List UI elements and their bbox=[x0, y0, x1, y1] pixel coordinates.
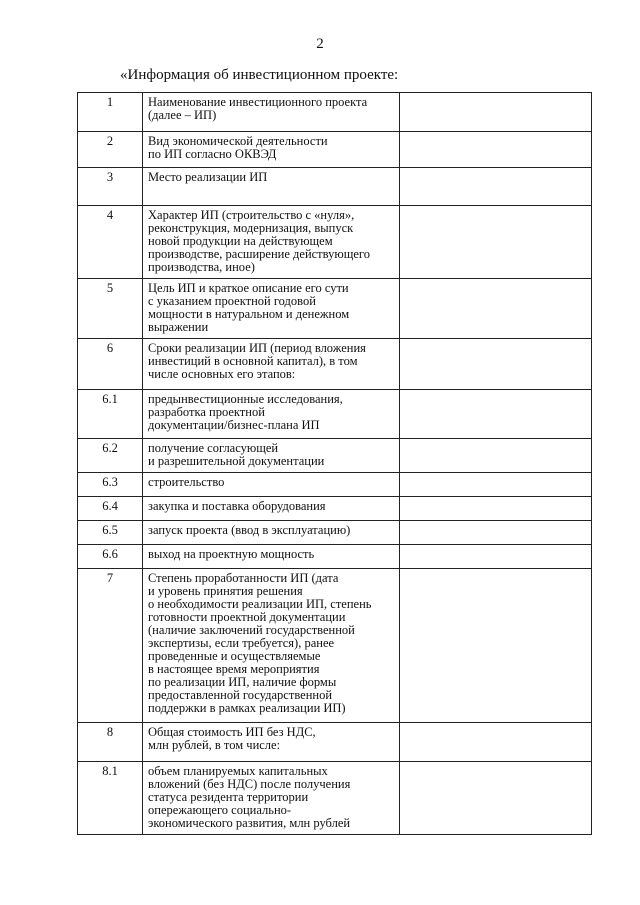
row-description bbox=[143, 279, 400, 339]
row-number: 5 bbox=[78, 279, 143, 339]
row-description bbox=[143, 521, 400, 545]
table-row bbox=[78, 545, 592, 569]
description-line: новой продукции на действующем bbox=[148, 234, 333, 248]
row-description bbox=[143, 390, 400, 439]
table-row bbox=[78, 339, 592, 390]
row-value-cell bbox=[400, 521, 592, 545]
table-row bbox=[78, 390, 592, 439]
row-description bbox=[143, 569, 400, 723]
description-line: получение согласующей bbox=[148, 441, 279, 455]
row-description bbox=[143, 206, 400, 279]
description-line: в настоящее время мероприятия bbox=[148, 662, 320, 676]
description-line: реконструкция, модернизация, выпуск bbox=[148, 221, 354, 235]
description-line: по ИП согласно ОКВЭД bbox=[148, 147, 277, 161]
table-row bbox=[78, 762, 592, 835]
description-line: документации/бизнес-плана ИП bbox=[148, 418, 320, 432]
row-value-cell bbox=[400, 473, 592, 497]
row-description bbox=[143, 339, 400, 390]
description-line: экономического развития, млн рублей bbox=[148, 816, 351, 830]
page-number: 2 bbox=[316, 36, 324, 52]
investment-project-info-table bbox=[77, 92, 592, 835]
description-line: выражении bbox=[148, 320, 209, 334]
table-row bbox=[78, 497, 592, 521]
description-line: выход на проектную мощность bbox=[148, 547, 315, 561]
row-value-cell bbox=[400, 569, 592, 723]
description-line: инвестиций в основной капитал), в том bbox=[148, 354, 358, 368]
table-row bbox=[78, 569, 592, 723]
description-line: статуса резидента территории bbox=[148, 790, 309, 804]
table-body bbox=[78, 93, 592, 835]
row-value-cell bbox=[400, 723, 592, 762]
description-line: Степень проработанности ИП (дата bbox=[148, 571, 339, 585]
description-line: предынвестиционные исследования, bbox=[148, 392, 343, 406]
row-number: 2 bbox=[78, 132, 143, 168]
description-line: запуск проекта (ввод в эксплуатацию) bbox=[148, 523, 351, 537]
description-line: и уровень принятия решения bbox=[148, 584, 303, 598]
row-number: 8 bbox=[78, 723, 143, 762]
row-number: 3 bbox=[78, 168, 143, 206]
description-line: опережающего социально- bbox=[148, 803, 292, 817]
table-row bbox=[78, 168, 592, 206]
row-number: 6 bbox=[78, 339, 143, 390]
description-line: Характер ИП (строительство с «нуля», bbox=[148, 208, 355, 222]
description-line: мощности в натуральном и денежном bbox=[148, 307, 350, 321]
row-value-cell bbox=[400, 339, 592, 390]
description-line: и разрешительной документации bbox=[148, 454, 325, 468]
table-row bbox=[78, 206, 592, 279]
row-description bbox=[143, 473, 400, 497]
row-value-cell bbox=[400, 93, 592, 132]
description-line: строительство bbox=[148, 475, 225, 489]
description-line: Цель ИП и краткое описание его сути bbox=[148, 281, 349, 295]
description-line: (далее – ИП) bbox=[148, 108, 217, 122]
row-description bbox=[143, 762, 400, 835]
description-line: разработка проектной bbox=[148, 405, 265, 419]
description-line: Наименование инвестиционного проекта bbox=[148, 95, 368, 109]
description-line: производстве, расширение действующего bbox=[148, 247, 370, 261]
row-description bbox=[143, 723, 400, 762]
description-line: объем планируемых капитальных bbox=[148, 764, 328, 778]
description-line: Вид экономической деятельности bbox=[148, 134, 328, 148]
description-line: поддержки в рамках реализации ИП) bbox=[148, 701, 346, 715]
description-line: проведенные и осуществляемые bbox=[148, 649, 321, 663]
row-number: 6.5 bbox=[78, 521, 143, 545]
row-number: 1 bbox=[78, 93, 143, 132]
row-value-cell bbox=[400, 762, 592, 835]
description-line: закупка и поставка оборудования bbox=[148, 499, 326, 513]
row-number: 6.3 bbox=[78, 473, 143, 497]
row-number: 6.1 bbox=[78, 390, 143, 439]
row-value-cell bbox=[400, 439, 592, 473]
table-row bbox=[78, 439, 592, 473]
description-line: экспертизы, если требуется), ранее bbox=[148, 636, 335, 650]
description-line: предоставленной государственной bbox=[148, 688, 333, 702]
row-description bbox=[143, 439, 400, 473]
row-value-cell bbox=[400, 279, 592, 339]
row-value-cell bbox=[400, 206, 592, 279]
document-heading: «Информация об инвестиционном проекте: bbox=[120, 67, 399, 83]
description-line: (наличие заключений государственной bbox=[148, 623, 355, 637]
description-line: млн рублей, в том числе: bbox=[148, 738, 281, 752]
row-description bbox=[143, 497, 400, 521]
description-line: готовности проектной документации bbox=[148, 610, 346, 624]
row-description bbox=[143, 132, 400, 168]
description-line: Место реализации ИП bbox=[148, 170, 268, 184]
table-row bbox=[78, 473, 592, 497]
row-description bbox=[143, 168, 400, 206]
row-number: 7 bbox=[78, 569, 143, 723]
row-value-cell bbox=[400, 545, 592, 569]
table-row bbox=[78, 723, 592, 762]
description-line: Общая стоимость ИП без НДС, bbox=[148, 725, 316, 739]
table-row bbox=[78, 521, 592, 545]
row-number: 6.6 bbox=[78, 545, 143, 569]
description-line: вложений (без НДС) после получения bbox=[148, 777, 351, 791]
row-value-cell bbox=[400, 132, 592, 168]
description-line: Сроки реализации ИП (период вложения bbox=[148, 341, 366, 355]
row-value-cell bbox=[400, 497, 592, 521]
table-row bbox=[78, 132, 592, 168]
row-number: 6.2 bbox=[78, 439, 143, 473]
row-number: 6.4 bbox=[78, 497, 143, 521]
description-line: по реализации ИП, наличие формы bbox=[148, 675, 337, 689]
row-description bbox=[143, 545, 400, 569]
row-number: 8.1 bbox=[78, 762, 143, 835]
row-value-cell bbox=[400, 168, 592, 206]
row-value-cell bbox=[400, 390, 592, 439]
row-description bbox=[143, 93, 400, 132]
description-line: с указанием проектной годовой bbox=[148, 294, 316, 308]
row-number: 4 bbox=[78, 206, 143, 279]
description-line: числе основных его этапов: bbox=[148, 367, 296, 381]
description-line: о необходимости реализации ИП, степень bbox=[148, 597, 372, 611]
description-line: производства, иное) bbox=[148, 260, 255, 274]
table-row bbox=[78, 279, 592, 339]
table-row bbox=[78, 93, 592, 132]
